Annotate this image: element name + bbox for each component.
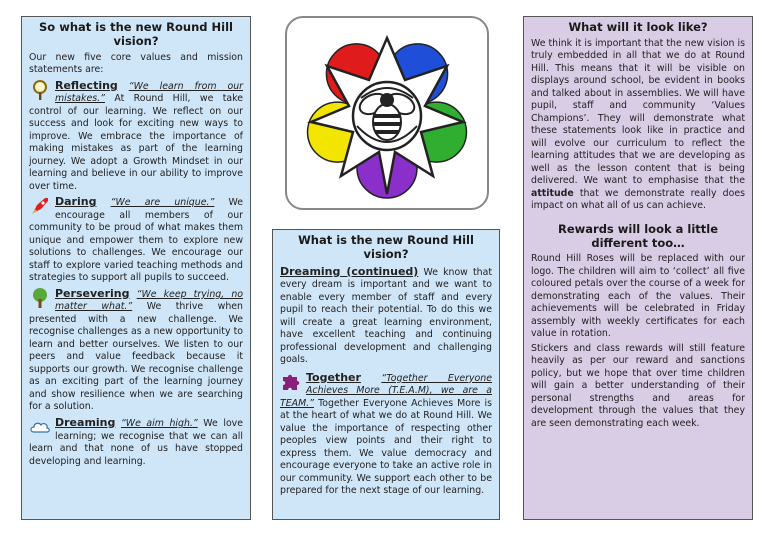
dreaming-continued-text: We know that every dream is important and we want to enable every member of staff and every pupil to reach their potential. To do this we will create a great learning environment, have excellent teaching and continuing professional development and challenging goals. [280,266,493,366]
look-like-panel [523,16,753,520]
value-text-persevering: We thrive when presented with a new challenge. We recognise challenges as a new opportunity to learn and better ourselves. We listen to our peers and value feedback because it supports our growth. We recognise challenge as an exciting part of the learning journey and show resilience when we are searching for a solution. [29,301,243,413]
value-name-reflecting: Reflecting [55,78,118,92]
look-like-text [531,38,745,213]
vision-continued-panel [272,229,500,520]
cloud-icon [29,416,51,438]
tree-icon [29,287,51,309]
value-quote-dreaming: “We aim high.” [120,417,198,429]
value-text-reflecting: At Round Hill, we take control of our learning. We reflect on our success and look for exciting new ways to improve. We embrace the importance of making mistakes as part of the learning journey. We adopt a Growth Mindset in our learning and believe in our ability to improve over time. [29,93,243,192]
school-logo-frame [285,16,489,210]
vision-intro: Our new five core values and mission statements are: [29,51,243,76]
value-dreaming [29,416,243,468]
stickers-text: Stickers and class rewards will still feature heavily as per our reward and sanctions policy, but we hope that over time children will gain a better understanding of their personal strengths and areas for development through the values that they are seen demonstrating each week. [531,342,745,429]
look-like-text-a: We think it is important that the new vision is truly embedded in all that we do at Round Hill. This means that it will be visible on displays around school, be evident in books and talked about in assemblies. We will have pupil, staff and community ‘Values Champions’. They will demonstrate what these statements look like in practice and will evolve our curriculum to reflect the learning attitudes that we are developing as well as the lesson content that is being delivered. We want to emphasise that the [531,37,745,187]
puzzle-piece-icon [280,371,302,393]
magnifying-glass-icon [29,79,51,101]
look-like-title: What will it look like? [568,20,708,34]
value-name-persevering: Persevering [55,286,130,300]
together-quote: “Together Everyone Achieves More (T.E.A.M), we are a TEAM.” [280,372,492,409]
look-like-text-b: that we demonstrate really does impact on what all of us can achieve. [531,187,745,212]
rocket-icon [29,195,51,217]
vision-panel [21,16,251,520]
value-daring [29,195,243,285]
together-name: Together [306,370,361,384]
value-name-daring: Daring [55,195,97,209]
dreaming-continued [280,265,492,367]
value-text-dreaming: We love learning; we recognise that we can all learn and that none of us have stopped developing and learning. [29,417,243,467]
round-hill-rose-logo [287,18,487,208]
vision-title: So what is the new Round Hill vision? [39,20,233,48]
value-quote-reflecting: “We learn from our mistakes.” [55,80,243,105]
value-quote-persevering: “We keep trying, no matter what.” [55,288,244,313]
vision-continued-title: What is the new Round Hill vision? [298,233,474,261]
attitude-word: attitude [531,187,574,199]
value-together [280,371,492,498]
dreaming-continued-name: Dreaming (continued) [280,264,419,278]
value-quote-daring: “We are unique.” [110,197,215,209]
value-text-daring: We encourage all members of our community to be proud of what makes them unique and empower them to explore new solutions to challenges. We encourage our staff to explore varied teaching methods and strategies to support all pupils to succeed. [29,197,244,284]
together-text: Together Everyone Achieves More is at the heart of what we do at Round Hill. We value the importance of respecting other peoples view points and their right to express them. We value democracy and encourage everyone to take an active role in our community. We support each other to be prepared for the next stage of our learning. [280,397,492,497]
value-reflecting [29,79,243,194]
value-name-dreaming: Dreaming [55,415,116,429]
rewards-text: Round Hill Roses will be replaced with our logo. The children will aim to ‘collect’ all five coloured petals over the course of a week for demonstrating each of the values. Their achievements will be celebrated in Friday assembly with weekly certificates for each value in rotation. [531,253,745,340]
value-persevering [29,287,243,414]
rewards-title: Rewards will look a little different too… [557,221,719,250]
